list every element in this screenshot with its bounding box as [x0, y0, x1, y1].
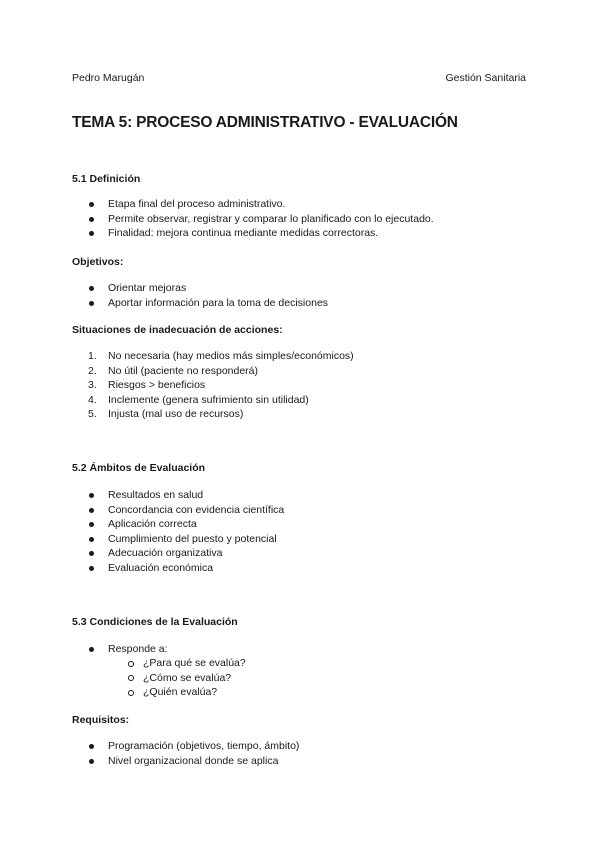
bullet-icon — [89, 217, 94, 222]
list-item: 5. Injusta (mal uso de recursos) — [88, 408, 244, 421]
bullet-icon — [89, 493, 94, 498]
list-item: 4. Inclemente (genera sufrimiento sin utilidad) — [88, 393, 309, 406]
list-item: Resultados en salud — [88, 488, 284, 503]
list-item: Programación (objetivos, tiempo, ámbito) — [88, 739, 299, 754]
bullet-icon — [89, 508, 94, 513]
list-item: Nivel organizacional donde se aplica — [88, 754, 299, 769]
bullet-icon — [89, 537, 94, 542]
section-heading-requisitos: Requisitos: — [72, 714, 130, 726]
condiciones-sublist — [128, 656, 246, 700]
hollow-bullet-icon — [128, 675, 134, 681]
list-item: Evaluación económica — [88, 561, 284, 576]
bullet-icon — [89, 647, 94, 652]
list-item: 1. No necesaria (hay medios más simples/económicos) — [88, 350, 354, 362]
list-item: Etapa final del proceso administrativo. — [88, 197, 434, 212]
list-item: Concordancia con evidencia científica — [88, 503, 284, 518]
condiciones-list — [88, 642, 168, 657]
section-heading-definicion: 5.1 Definición — [72, 173, 141, 185]
bullet-icon — [89, 551, 94, 556]
hollow-bullet-icon — [128, 690, 134, 696]
bullet-icon — [89, 744, 94, 749]
section-heading-ambitos: 5.2 Ámbitos de Evaluación — [72, 462, 206, 474]
bullet-icon — [89, 286, 94, 291]
bullet-icon — [89, 522, 94, 527]
hollow-bullet-icon — [128, 661, 134, 667]
list-item: 2. No útil (paciente no responderá) — [88, 364, 259, 377]
sublist-item: ¿Quién evalúa? — [128, 685, 246, 700]
bullet-icon — [89, 566, 94, 571]
page-title: TEMA 5: PROCESO ADMINISTRATIVO - EVALUACIÓN — [72, 114, 458, 131]
situaciones-list — [88, 349, 354, 422]
list-item: Aportar información para la toma de decisiones — [88, 296, 328, 311]
section-heading-condiciones: 5.3 Condiciones de la Evaluación — [72, 616, 238, 628]
list-item: Permite observar, registrar y comparar lo planificado con lo ejecutado. — [88, 212, 434, 227]
list-item: Adecuación organizativa — [88, 546, 284, 561]
list-item: Aplicación correcta — [88, 517, 284, 532]
list-item: Finalidad: mejora continua mediante medidas correctoras. — [88, 226, 434, 241]
sublist-item: ¿Para qué se evalúa? — [128, 656, 246, 671]
definicion-list — [88, 197, 434, 241]
sublist-item: ¿Cómo se evalúa? — [128, 671, 246, 686]
requisitos-list — [88, 739, 299, 768]
objetivos-list — [88, 281, 328, 310]
bullet-icon — [89, 231, 94, 236]
bullet-icon — [89, 202, 94, 207]
list-item: 3. Riesgos > beneficios — [88, 379, 206, 392]
ambitos-list — [88, 488, 284, 576]
list-item: Cumplimiento del puesto y potencial — [88, 532, 284, 547]
section-heading-situaciones: Situaciones de inadecuación de acciones: — [72, 324, 283, 336]
list-item: Responde a: — [88, 642, 168, 657]
header-subject: Gestión Sanitaria — [445, 72, 526, 84]
header-author: Pedro Marugán — [72, 72, 145, 84]
bullet-icon — [89, 759, 94, 764]
section-heading-objetivos: Objetivos: — [72, 256, 124, 268]
list-item: Orientar mejoras — [88, 281, 328, 296]
bullet-icon — [89, 301, 94, 306]
